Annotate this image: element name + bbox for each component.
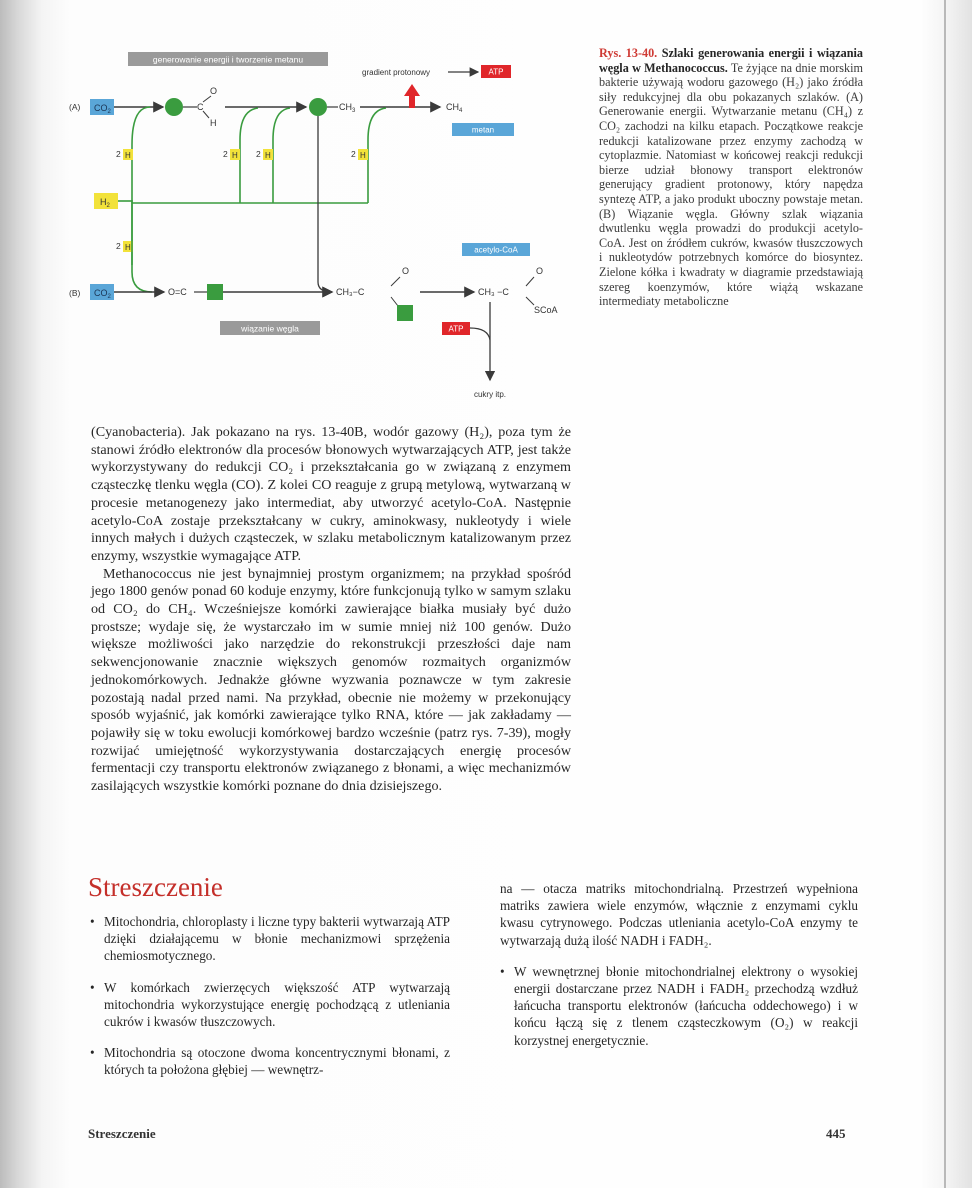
green-curve-1 [132, 107, 150, 265]
svg-text:2: 2 [116, 241, 121, 251]
bullet-dot: • [90, 979, 95, 995]
banner-energy-methane-label: generowanie energii i tworzenie metanu [152, 54, 304, 65]
cukry-label: cukry itp. [473, 390, 507, 399]
caption-label: Rys. 13-40. [599, 46, 658, 60]
body-paragraph-1: (Cyanobacteria). Jak pokazano na rys. 13-40B, wodór gazowy (H₂), poza tym że stanowi źródło elektronów dla procesów błonowych wytwarzających ATP, jest także wykorzystywany do redukcji CO₂ i przekształcania go w związaną z enzymem cząsteczkę tlenku węgla (CO). Z kolei CO reaguje z grupą metylową, wytwarzaną w procesie metanogenezy jako intermediat, aby utworzyć acetylo-CoA. Następnie acetylo-CoA zostaje przekształcany w cukry, aminokwasy, nukleotydy i wiele innych małych i dużych cząsteczek, w szlaku metabolicznym katalizowanym przez enzymy, wszystkie wymagające ATP. [91, 424, 571, 564]
two-h-5 [116, 241, 133, 252]
svg-text:H: H [265, 151, 271, 160]
body-paragraph-2: Methanococcus nie jest bynajmniej prostym organizmem; na przykład spośród jego 1800 genów ponad 60 koduje enzymy, które funkcjonują tylko w samym szlaku od CO₂ do CH₄. Wcześniejsze komórki zawierające białka musiały być dużo prostsze; wydaje się, że wystarczało im w sumie mniej niż 100 genów. Dużo większe możliwości jako narzędzie do rekonstrukcji przeszłości daje nam sekwencjonowanie znacznie większych genomów rozmaitych organizmów jednokomórkowych. Jednakże główne wyzwania poznawcze w tym zakresie pozostają nadal przed nami. Na przykład, obecnie nie możemy w przekonujący sposób wyjaśnić, jak komórki zawierające tylko RNA, które — jak zakładamy — pojawiły się w toku ewolucji komórkowej bardzo wcześnie (patrz rys. 7-39), mogły rozwijać umiejętność wykorzystywania dostarczających energię procesów fermentacji czy transportu elektronów związanego z błonami, a więc mechanizmów zasilających wszystkie komórki poznane do dnia dzisiejszego. [91, 565, 571, 795]
svg-text:2: 2 [223, 149, 228, 159]
svg-text:H: H [125, 151, 131, 160]
acetyl-o: O [402, 266, 410, 276]
acetyl-ch3-c: CH₃−C [336, 287, 365, 297]
body-text [91, 424, 571, 796]
bullet-dot: • [90, 1045, 95, 1061]
acetyl-bond-o [391, 277, 400, 286]
acetylcoa-o: O [536, 266, 544, 276]
two-h-2 [223, 149, 240, 160]
green-curve-b [132, 200, 152, 292]
ch4-label: $CH_4$ [446, 102, 463, 114]
formyl-bond-h [203, 111, 209, 118]
running-footer-section: Streszczenie [88, 1126, 156, 1141]
summary-bullet-4: • W wewnętrznej błonie mitochondrialnej elektrony o wysokiej energii dostarczane przez NADH i FADH₂ przechodzą wzdłuż łańcucha transportu elektronów (łańcucha oddechowego) i w końcu łączą się z tlenem cząsteczkowym (O₂) w reakcji korzystnej energetycznie. [500, 963, 858, 1048]
svg-text:2: 2 [116, 149, 121, 159]
o-eq-c-label: O=C [168, 287, 187, 297]
figure-13-40 [60, 40, 580, 415]
svg-text:H: H [125, 243, 131, 252]
summary-heading: Streszczenie [88, 872, 223, 902]
summary-bullet-1: • Mitochondria, chloroplasty i liczne typy bakterii wytwarzają ATP dzięki działającemu w błonie mechanizmowi sprzężenia chemiosmotycznego. [90, 914, 450, 964]
methyl-ch3: $CH_3$ [339, 102, 356, 114]
summary-column-left [90, 913, 450, 1093]
bullet-dot: • [90, 914, 95, 929]
atp-label-a: ATP [488, 67, 504, 77]
svg-text:2: 2 [256, 149, 261, 159]
summary-bullet-3: • Mitochondria są otoczone dwoma koncentrycznymi błonami, z których ta położona głębiej — wewnętrz- [90, 1045, 450, 1078]
gradient-label: gradient protonowy [362, 68, 431, 77]
methyl-drop-curve [318, 282, 332, 292]
caption-text: Te żyjące na dnie morskim bakterie używają wodoru gazowego (H₂) jako źródła siły redukcyjnej dla obu pokazanych szlaków. (A) Generowanie energii. Wytwarzanie metanu (CH₄) z CO₂ zachodzi na kilku etapach. Początkowe reakcje redukcji katalizowane przez enzymy zachodzą w cytoplazmie. Natomiast w końcowej reakcji redukcji bierze udział błonowy transport elektronów generujący gradient protonowy, który napędza syntezę ATP, a jako produkt uboczny powstaje metan. (B) Wiązanie węgla. Główny szlak wiązania dwutlenku węgla prowadzi do produkcji acetylo-CoA. Jest on źródłem cukrów, kwasów tłuszczowych i nukleotydów potrzebnych komórce do biosyntez. Zielone kółka i kwadraty w diagramie przedstawiają szereg koenzymów, które wiążą wskazane intermediaty metaboliczne [599, 60, 863, 309]
acetylcoa-scoa: SCoA [534, 305, 558, 315]
green-curve-4 [368, 108, 386, 203]
green-curve-3 [273, 108, 290, 203]
atp-label-b: ATP [448, 324, 464, 334]
page-edge-shadow [920, 0, 972, 1188]
svg-text:2: 2 [351, 149, 356, 159]
coenzyme-circle-1 [165, 98, 183, 116]
coenzyme-square-2 [397, 305, 413, 321]
h2-label: $H_2$ [100, 197, 110, 209]
summary-bullet-2: • W komórkach zwierzęcych większość ATP wytwarzają mitochondria wykorzystujące energię pochodzącą z utleniania cukrów i kwasów tłuszczowych. [90, 979, 450, 1030]
page-number: 445 [826, 1126, 846, 1141]
two-h-1 [116, 149, 133, 160]
figure-caption [599, 46, 863, 309]
page-edge-line [944, 0, 946, 1188]
banner-carbon-fixation-label: wiązanie węgla [241, 323, 299, 334]
acetylcoa-ch3-c: CH₃ −C [478, 287, 509, 297]
acetylcoa-bond-s [526, 297, 534, 305]
svg-text:H: H [360, 151, 366, 160]
two-h-4 [351, 149, 368, 160]
formyl-bond-o [203, 96, 211, 102]
bullet-dot: • [500, 963, 505, 979]
formyl-o: O [210, 86, 218, 96]
svg-text:H: H [232, 151, 238, 160]
red-up-arrow [404, 84, 420, 108]
formyl-c: C [197, 102, 204, 112]
metan-label: metan [471, 125, 495, 135]
summary-column-right [500, 880, 858, 1063]
panel-b-label: (B) [69, 288, 81, 298]
coenzyme-square-1 [207, 284, 223, 300]
formyl-h: H [210, 118, 217, 128]
atp-consume-curve [470, 328, 490, 340]
two-h-3 [256, 149, 273, 160]
co2-label-b: $CO_2$ [94, 288, 111, 300]
acetyl-bond-sq [391, 297, 398, 306]
acetylo-coa-label: acetylo-CoA [474, 245, 518, 255]
panel-a-label: (A) [69, 102, 81, 112]
summary-bullet-3-continued: na — otacza matriks mitochondrialną. Przestrzeń wypełniona matriks zawiera wiele enzymów, włącznie z enzymami cyklu kwasu cytrynowego. Podczas utleniania acetylo-CoA enzymy te wytwarzają dużą ilość NADH i FADH₂. [500, 881, 858, 948]
acetylcoa-bond-o [526, 277, 534, 286]
caption-title: Szlaki generowania energii i wiązania węgla w Methanococcus. [599, 46, 863, 75]
coenzyme-circle-2 [309, 98, 327, 116]
co2-label-a: $CO_2$ [94, 103, 111, 115]
